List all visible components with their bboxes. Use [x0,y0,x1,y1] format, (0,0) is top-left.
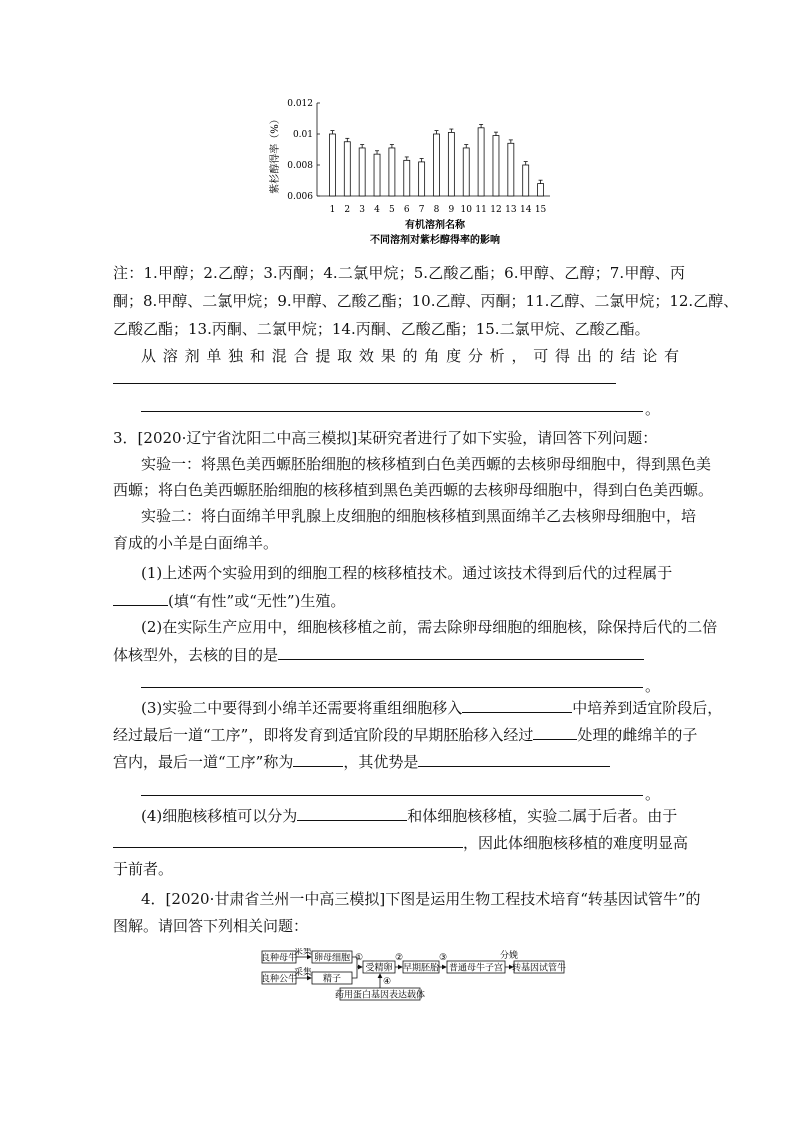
q3-p1-line1: (1)上述两个实验用到的细胞工程的核移植技术。通过该技术得到后代的过程属于 [141,564,673,582]
expression-vector-label: 药用蛋白基因表达载体 [334,990,426,1001]
chart-ylabel: 紫杉醇得率（%） [270,114,281,194]
step-1-label: ① [354,953,364,963]
q3-p3-line3b: ，其优势是 [343,753,419,771]
bar [538,184,544,196]
answer-blank[interactable] [141,411,643,412]
q3-p2-line2: 体核型外，去核的目的是 [113,646,279,664]
answer-blank[interactable] [141,795,643,796]
oocyte-label: 卵母细胞 [313,953,351,964]
q3-p3-line1b: 中培养到适宜阶段后， [572,699,723,717]
q3-exp1-line1: 实验一：将黑色美西螈胚胎细胞的核移植到白色美西螈的去核卵母细胞中，得到黑色美 [141,455,712,473]
bar [463,148,469,196]
q3-p2-line1: (2)在实际生产应用中，细胞核移植之前，需去除卵母细胞的细胞核，除保持后代的二倍 [141,618,718,636]
step-2-label: ② [394,953,404,963]
answer-blank[interactable] [113,832,463,848]
note-line-1: 注：1.甲醇；2.乙醇；3.丙酮；4.二氯甲烷；5.乙酸乙酯；6.甲醇、乙醇；7.甲醇、丙 [113,264,685,282]
x-tick-label: 2 [344,205,351,215]
q3-p1-line2: (填“有性”或“无性”)生殖。 [168,592,346,610]
q3-p4-line2: ，因此体细胞核移植的难度明显高 [463,834,689,852]
q3-p3-line2b: 处理的雌绵羊的子 [577,726,698,744]
q3-p4-line1b: 和体细胞核移植，实验二属于后者。由于 [407,807,678,825]
x-tick-label: 4 [374,205,380,215]
bar [359,148,365,196]
answer-blank[interactable] [293,751,343,767]
answer-blank[interactable] [297,805,407,821]
note-line-3: 乙酸乙酯；13.丙酮、二氯甲烷；14.丙酮、乙酸乙酯；15.二氯甲烷、乙酸乙酯。 [113,320,650,338]
bar [344,142,350,196]
y-tick-label: 0.01 [292,130,313,140]
bar [493,136,499,196]
answer-blank[interactable] [141,687,643,688]
chart-xlabel: 有机溶剂名称 [405,220,465,231]
conclusion-prompt: 从溶剂单独和混合提取效果的角度分析，可得出的结论有 [141,347,685,365]
bar [448,132,454,196]
x-tick-label: 13 [505,205,517,215]
q4-header-line2: 图解。请回答下列相关问题： [113,917,309,935]
zygote-label: 受精卵 [365,963,393,974]
bar [389,148,395,196]
answer-blank[interactable] [418,751,610,767]
y-tick-label: 0.012 [287,99,313,109]
female-cattle-label: 良种母牛 [260,953,298,964]
bar [434,134,440,196]
q3-exp2-line2: 育成的小羊是白面绵羊。 [113,534,279,552]
period: 。 [645,400,661,418]
bar [329,134,335,196]
bar [404,160,410,196]
q3-p3-line3a: 宫内，最后一道“工序”称为 [113,753,294,771]
collect-label-1: 采集 [293,948,313,957]
q3-p4-line3: 于前者。 [113,860,174,878]
male-cattle-label: 良种公牛 [260,974,298,985]
x-tick-label: 7 [418,205,425,215]
x-tick-label: 5 [389,205,395,215]
bar [523,165,529,196]
q3-p3-line2-row [113,724,698,745]
x-tick-label: 10 [460,205,472,215]
x-tick-label: 6 [403,205,410,215]
x-tick-label: 15 [534,205,547,215]
x-tick-label: 9 [448,205,455,215]
solvent-yield-chart [260,92,560,252]
x-tick-label: 8 [433,205,440,215]
sperm-label: 精子 [322,974,342,985]
period: 。 [645,677,661,695]
q3-p2-line2-row [113,644,685,665]
step-3-label: ③ [438,953,448,963]
note-line-2: 酮；8.甲醇、二氯甲烷；9.甲醇、乙酸乙酯；10.乙醇、丙酮；11.乙醇、二氯甲烷；12.乙醇、 [113,292,739,310]
q3-p3-line1-row [141,697,723,718]
q3-exp1-line2: 西螈；将白色美西螈胚胎细胞的核移植到黑色美西螈的去核卵母细胞中，得到白色美西螈。 [113,481,714,499]
x-tick-label: 1 [329,205,336,215]
answer-blank[interactable] [462,697,572,713]
transgenic-cattle-flowchart [260,948,570,1004]
x-tick-label: 3 [359,205,366,215]
q3-p3-line2a: 经过最后一道“工序”，即将发育到适宜阶段的早期胚胎移入经过 [113,726,534,744]
x-tick-label: 12 [490,205,502,215]
bar [508,143,514,196]
bar [419,162,425,196]
answer-blank[interactable] [113,383,616,384]
q3-p4-line1-row [141,805,685,826]
chart-title: 不同溶剂对紫杉醇得率的影响 [370,235,500,246]
answer-blank[interactable] [113,590,168,606]
answer-blank[interactable] [533,724,577,740]
collect-label-2: 采集 [293,968,313,978]
early-embryo-label: 早期胚胎 [402,963,440,974]
q3-header: 3．[2020·辽宁省沈阳二中高三模拟]某研究者进行了如下实验，请回答下列问题： [113,429,658,447]
q3-p4-line1a: (4)细胞核移植可以分为 [141,807,298,825]
transgenic-cattle-label: 转基因试管牛 [511,963,567,974]
step-4-label: ④ [382,977,392,987]
q3-p3-line1a: (3)实验二中要得到小绵羊还需要将重组细胞移入 [141,699,463,717]
y-tick-label: 0.006 [287,192,313,202]
x-tick-label: 11 [475,205,487,215]
x-tick-label: 14 [519,205,532,215]
q3-p1-line2-row [113,590,685,611]
q4-header-line1: 4．[2020·甘肃省兰州一中高三模拟]下图是运用生物工程技术培育“转基因试管牛”的 [141,890,701,908]
bar [478,128,484,196]
q3-exp2-line1: 实验二：将白面绵羊甲乳腺上皮细胞的细胞核移植到黑面绵羊乙去核卵母细胞中，培 [141,507,697,525]
answer-blank[interactable] [278,644,644,660]
y-tick-label: 0.008 [287,161,313,171]
host-uterus-label: 普通母牛子宫 [448,963,504,974]
bar [374,154,380,196]
chart-bars [329,124,546,215]
q3-p3-line3-row [113,751,685,772]
period: 。 [645,785,661,803]
birth-label: 分娩 [499,951,519,961]
q3-p4-line2-row [113,832,689,853]
